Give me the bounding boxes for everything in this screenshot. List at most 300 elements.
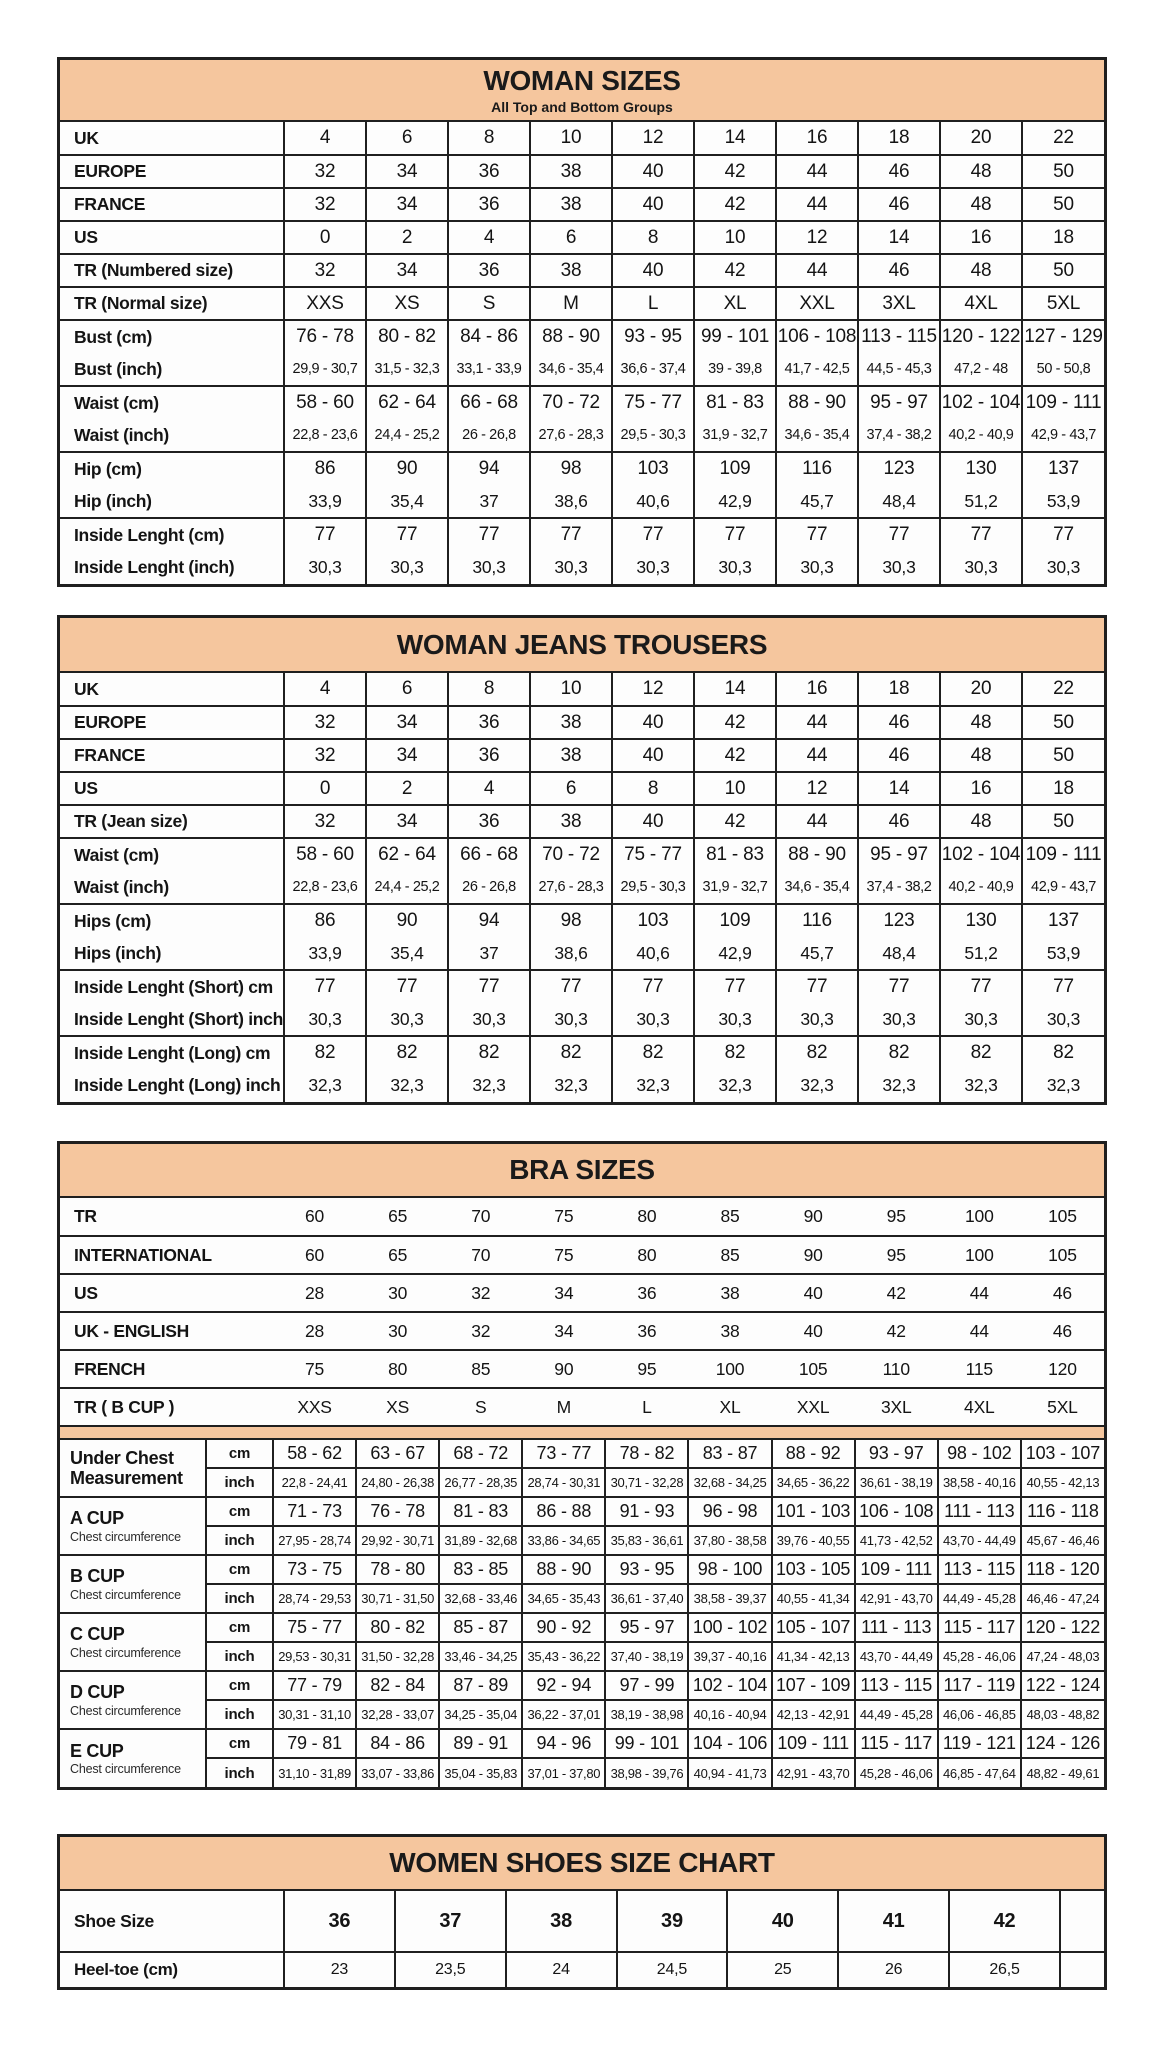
table-row [60,1236,1104,1274]
size-value: 33,86 - 34,65 [522,1526,605,1555]
size-value: 46,85 - 47,64 [938,1758,1021,1787]
size-value: 4 [284,673,366,706]
size-value: 42,91 - 43,70 [772,1758,855,1787]
size-value: 77 [366,970,448,1003]
table-row [60,772,1104,805]
size-value: 116 [776,904,858,937]
size-value: 100 [688,1350,771,1388]
size-value: 31,89 - 32,68 [439,1526,522,1555]
size-value: 34,65 - 36,22 [772,1468,855,1497]
size-value: 80 [356,1350,439,1388]
size-value: 77 [612,518,694,551]
size-value: 40 [612,188,694,221]
size-value: 42 [694,805,776,838]
size-value: 34 [366,155,448,188]
row-label: Hips (cm) [60,904,284,937]
size-value: 90 [522,1350,605,1388]
size-value: 32 [439,1274,522,1312]
row-label: TR [74,1206,97,1226]
size-value: 103 - 107 [1021,1439,1104,1468]
size-value: 14 [694,122,776,155]
row-label: Hip (cm) [60,452,284,485]
table-row [60,122,1104,155]
size-value: 46 [858,254,940,287]
size-value: 16 [776,673,858,706]
size-value: 40,94 - 41,73 [688,1758,771,1787]
row-label: FRENCH [60,1350,273,1388]
row-label: TR (Numbered size) [60,254,284,287]
unit-label: inch [206,1700,273,1729]
size-value: 86 [284,904,366,937]
size-value: 40,55 - 42,13 [1021,1468,1104,1497]
size-value: 75 - 77 [612,386,694,419]
size-value: 50 [1022,155,1104,188]
size-value: 32,3 [694,1069,776,1102]
row-label: Inside Lenght (inch) [74,557,235,577]
size-value: 46 [1021,1312,1104,1350]
size-value: 40 [772,1274,855,1312]
table-title: BRA SIZES [509,1154,655,1185]
size-value: XL [688,1388,771,1426]
size-value: 43,70 - 44,49 [938,1526,1021,1555]
table-row [60,838,1104,871]
size-value: 42 [694,739,776,772]
size-value: 42 [694,188,776,221]
size-value: 18 [1022,221,1104,254]
size-value: 8 [448,122,530,155]
size-value: 30,3 [776,551,858,584]
size-value: 22 [1022,122,1104,155]
size-value: 28,74 - 29,53 [273,1584,356,1613]
size-value: 33,07 - 33,86 [356,1758,439,1787]
size-value: 10 [530,122,612,155]
size-value: 98 - 100 [688,1555,771,1584]
row-label: UK [74,678,99,699]
size-value: 51,2 [940,485,1022,518]
table-title: WOMAN SIZES [483,65,681,96]
size-value: 36 [605,1274,688,1312]
table-row [60,353,1104,386]
size-value: 70 [439,1236,522,1274]
size-value: 32,3 [448,1069,530,1102]
size-value: 36 [448,739,530,772]
size-value: M [522,1388,605,1426]
row-label: US [60,221,284,254]
size-value: 46 [858,188,940,221]
size-value: 50 [1022,739,1104,772]
size-value: 8 [448,673,530,706]
size-value: 109 [694,904,776,937]
size-value: 77 [448,518,530,551]
size-value: 50 [1022,254,1104,287]
size-value: 75 [554,1206,574,1226]
unit-label: cm [206,1613,273,1642]
size-value: 31,50 - 32,28 [356,1642,439,1671]
size-value: 78 - 80 [356,1555,439,1584]
size-value: 29,53 - 30,31 [273,1642,356,1671]
empty-cell [1060,1952,1104,1987]
size-value: 109 - 111 [1022,838,1104,871]
size-value: 32,28 - 33,07 [356,1700,439,1729]
size-value: 77 [530,518,612,551]
size-value: 104 - 106 [688,1729,771,1758]
size-value: 130 [940,452,1022,485]
table-row [60,1891,1104,1952]
size-value: 48 [940,254,1022,287]
size-value: 95 - 97 [605,1613,688,1642]
size-value: 77 [612,970,694,1003]
size-value: 44 [776,805,858,838]
size-value: 48 [940,706,1022,739]
table-row [60,1642,1104,1671]
table-row [60,1312,1104,1350]
size-value: 34,6 - 35,4 [776,419,858,452]
size-value: 4 [284,122,366,155]
woman-sizes-grid [60,122,1104,584]
row-label: Waist (inch) [74,424,169,445]
table-row [60,485,1104,518]
size-value: 97 - 99 [605,1671,688,1700]
cup-subtitle: Chest circumference [70,1703,181,1718]
size-value: 117 - 119 [938,1671,1021,1700]
size-value: 82 [694,1036,776,1069]
size-value: 105 [772,1350,855,1388]
women-shoes-size-chart-table [57,1834,1107,1990]
size-value: 23 [284,1952,395,1987]
size-value: 30,3 [940,1003,1022,1036]
size-value: 105 [1021,1236,1104,1274]
size-value: 50 [1022,188,1104,221]
size-value: 93 - 97 [855,1439,938,1468]
size-value: 39 - 39,8 [694,353,776,386]
size-value: 88 - 90 [522,1555,605,1584]
table-row [60,287,1104,320]
size-value: 12 [776,221,858,254]
table-title: WOMEN SHOES SIZE CHART [389,1847,775,1878]
size-value: 34,6 - 35,4 [530,353,612,386]
size-value: 82 - 84 [356,1671,439,1700]
size-value: 50 [1022,706,1104,739]
table-row [60,1439,1104,1468]
size-value: 38 [530,188,612,221]
size-value: 77 [858,970,940,1003]
size-value: 36 [605,1312,688,1350]
size-value: 40,16 - 40,94 [688,1700,771,1729]
size-value: 18 [1022,772,1104,805]
size-value: 34 [366,706,448,739]
size-value: L [605,1388,688,1426]
size-value: 115 [938,1350,1021,1388]
size-value: 27,95 - 28,74 [273,1526,356,1555]
size-value: 35,83 - 36,61 [605,1526,688,1555]
size-value: 34 [366,739,448,772]
divider-cell [60,1426,1104,1439]
size-value: 30,3 [1022,1003,1104,1036]
size-value: 14 [858,221,940,254]
table-subtitle: All Top and Bottom Groups [491,99,673,115]
size-value: 36 [448,254,530,287]
table-row [60,1584,1104,1613]
size-value: 16 [940,221,1022,254]
table-row [60,1729,1104,1758]
size-value: 99 - 101 [694,320,776,353]
size-value: 32,68 - 34,25 [688,1468,771,1497]
size-value: 18 [858,122,940,155]
size-value: 87 - 89 [439,1671,522,1700]
size-value: 41,73 - 42,52 [855,1526,938,1555]
size-value: 73 - 77 [522,1439,605,1468]
table-row [60,518,1104,551]
size-value: 42 [694,254,776,287]
size-value: 77 [530,970,612,1003]
size-value: 81 - 83 [694,838,776,871]
size-value: 30,3 [612,551,694,584]
size-value: 26 - 26,8 [448,871,530,904]
size-value: 42,91 - 43,70 [855,1584,938,1613]
size-value: 77 [940,970,1022,1003]
size-value: 109 - 111 [772,1729,855,1758]
size-value: 70 - 72 [530,386,612,419]
size-value: 31,9 - 32,7 [694,419,776,452]
cup-name: B CUP [70,1566,125,1587]
unit-label: inch [206,1758,273,1787]
size-value: 30,3 [530,1003,612,1036]
size-value: 102 - 104 [940,838,1022,871]
size-value: 82 [612,1036,694,1069]
size-value: 115 - 117 [855,1729,938,1758]
table-row [60,1036,1104,1069]
bra-header [60,1144,1104,1198]
size-value: 76 - 78 [356,1497,439,1526]
size-value: 100 - 102 [688,1613,771,1642]
size-value: 137 [1022,452,1104,485]
bra-sizes-table [57,1141,1107,1790]
table-row [60,970,1104,1003]
table-row [60,188,1104,221]
size-value: 40 [612,155,694,188]
size-value: 109 - 111 [855,1555,938,1584]
size-value: 95 - 97 [858,838,940,871]
size-value: 39 [617,1891,728,1952]
size-value: 84 - 86 [356,1729,439,1758]
size-value: 105 - 107 [772,1613,855,1642]
size-value: 30,3 [448,551,530,584]
size-value: 80 - 82 [366,320,448,353]
size-value: 4 [448,772,530,805]
size-value: 38,58 - 40,16 [938,1468,1021,1497]
size-value: 75 - 77 [612,838,694,871]
unit-label: inch [206,1526,273,1555]
size-value: 77 [366,518,448,551]
size-value: 32 [284,706,366,739]
size-value: 102 - 104 [688,1671,771,1700]
size-value: 30,3 [612,1003,694,1036]
size-value: 24,80 - 26,38 [356,1468,439,1497]
size-value: 30,3 [448,1003,530,1036]
size-value: 38 [530,155,612,188]
size-value: 32 [284,805,366,838]
table-row [60,1198,1104,1236]
size-value: 40,2 - 40,9 [940,871,1022,904]
table-row [60,739,1104,772]
size-value: 33,9 [284,485,366,518]
size-value: 79 - 81 [273,1729,356,1758]
row-label: Hip (inch) [74,490,152,511]
size-value: 39,76 - 40,55 [772,1526,855,1555]
table-row [60,419,1104,452]
size-value: 98 [530,452,612,485]
size-value: XS [366,287,448,320]
size-value: 98 - 102 [938,1439,1021,1468]
size-value: 34 [366,254,448,287]
size-value: 46,06 - 46,85 [938,1700,1021,1729]
size-value: 102 - 104 [940,386,1022,419]
size-value: 111 - 113 [855,1613,938,1642]
size-value: 78 - 82 [605,1439,688,1468]
row-label: Waist (cm) [60,838,284,871]
size-value: XXL [772,1388,855,1426]
size-value: 6 [366,673,448,706]
size-value: XXS [284,287,366,320]
size-value: 40,55 - 41,34 [772,1584,855,1613]
size-value: 14 [858,772,940,805]
size-value: 32,3 [284,1069,366,1102]
size-value: 48,4 [858,485,940,518]
size-value: 23,5 [395,1952,506,1987]
size-value: 93 - 95 [605,1555,688,1584]
size-value: 53,9 [1022,937,1104,970]
size-value: 116 [776,452,858,485]
size-value: 82 [1022,1036,1104,1069]
size-value: 4 [448,221,530,254]
size-value: 26 - 26,8 [448,419,530,452]
unit-label: inch [206,1642,273,1671]
size-value: 62 - 64 [366,386,448,419]
table-row [60,386,1104,419]
size-value: 36 [448,805,530,838]
size-value: 95 [855,1236,938,1274]
size-value: L [612,287,694,320]
size-value: 27,6 - 28,3 [530,419,612,452]
size-value: 6 [530,772,612,805]
size-value: 34,6 - 35,4 [776,871,858,904]
size-value: 30,71 - 32,28 [605,1468,688,1497]
size-value: XS [356,1388,439,1426]
size-value: 30 [356,1274,439,1312]
size-value: 44 [776,254,858,287]
size-value: 30,3 [530,551,612,584]
size-value: 96 - 98 [688,1497,771,1526]
table-row [60,673,1104,706]
row-label: FRANCE [60,188,284,221]
size-value: 45,28 - 46,06 [938,1642,1021,1671]
size-value: 95 [886,1206,906,1226]
size-value: 40 [612,805,694,838]
size-value: 77 - 79 [273,1671,356,1700]
size-value: 44 [938,1274,1021,1312]
size-value: 36,61 - 37,40 [605,1584,688,1613]
size-value: 4XL [938,1388,1021,1426]
size-value: 38 [530,805,612,838]
size-value: 68 - 72 [439,1439,522,1468]
row-label: Heel-toe (cm) [60,1952,284,1987]
size-value: 81 - 83 [694,386,776,419]
cup-name: C CUP [70,1624,125,1645]
size-value: 66 - 68 [448,838,530,871]
size-value: 113 - 115 [855,1671,938,1700]
size-value: 26,5 [949,1952,1060,1987]
size-value: 116 - 118 [1021,1497,1104,1526]
size-value: 62 - 64 [366,838,448,871]
size-value: 40 [612,254,694,287]
size-value: 88 - 90 [530,320,612,353]
table-row [60,1700,1104,1729]
size-value: 46 [1021,1274,1104,1312]
size-value: 20 [940,122,1022,155]
size-value: 32 [284,155,366,188]
size-value: 31,5 - 32,3 [366,353,448,386]
size-value: 115 - 117 [938,1613,1021,1642]
size-value: 16 [940,772,1022,805]
size-value: 8 [612,221,694,254]
size-value: 45,67 - 46,46 [1021,1526,1104,1555]
size-value: 94 [448,452,530,485]
size-value: 91 - 93 [605,1497,688,1526]
size-value: 109 [694,452,776,485]
size-value: 88 - 92 [772,1439,855,1468]
size-value: 42 [694,155,776,188]
row-label: UK [74,127,99,148]
size-value: 75 [273,1350,356,1388]
size-value: 45,7 [776,485,858,518]
size-value: 3XL [858,287,940,320]
cup-subtitle: Chest circumference [70,1529,181,1544]
size-value: 30,3 [776,1003,858,1036]
row-label: TR (Normal size) [60,287,284,320]
size-value: 73 - 75 [273,1555,356,1584]
size-value: 106 - 108 [855,1497,938,1526]
row-label: TR ( B CUP ) [60,1388,273,1426]
size-value: 130 [940,904,1022,937]
table-row [60,1613,1104,1642]
size-value: 80 [637,1206,657,1226]
size-value: 35,4 [366,937,448,970]
table-row [60,1069,1104,1102]
size-value: 90 - 92 [522,1613,605,1642]
table-row [60,452,1104,485]
table-row [60,1388,1104,1426]
size-value: 33,1 - 33,9 [448,353,530,386]
size-value: 44 [776,739,858,772]
size-value: 82 [940,1036,1022,1069]
size-value: 36 [448,706,530,739]
size-value: 16 [776,122,858,155]
size-value: 42,9 - 43,7 [1022,419,1104,452]
size-value: 38 [530,739,612,772]
size-value: 14 [694,673,776,706]
size-value: 37 [448,937,530,970]
size-value: 42 [694,706,776,739]
size-value: 4XL [940,287,1022,320]
table-row [60,871,1104,904]
size-value: 40,2 - 40,9 [940,419,1022,452]
size-value: 33,46 - 34,25 [439,1642,522,1671]
size-value: 77 [940,518,1022,551]
size-value: 12 [612,673,694,706]
cup-label [60,1439,206,1497]
size-value: 113 - 115 [938,1555,1021,1584]
size-value: 77 [858,518,940,551]
